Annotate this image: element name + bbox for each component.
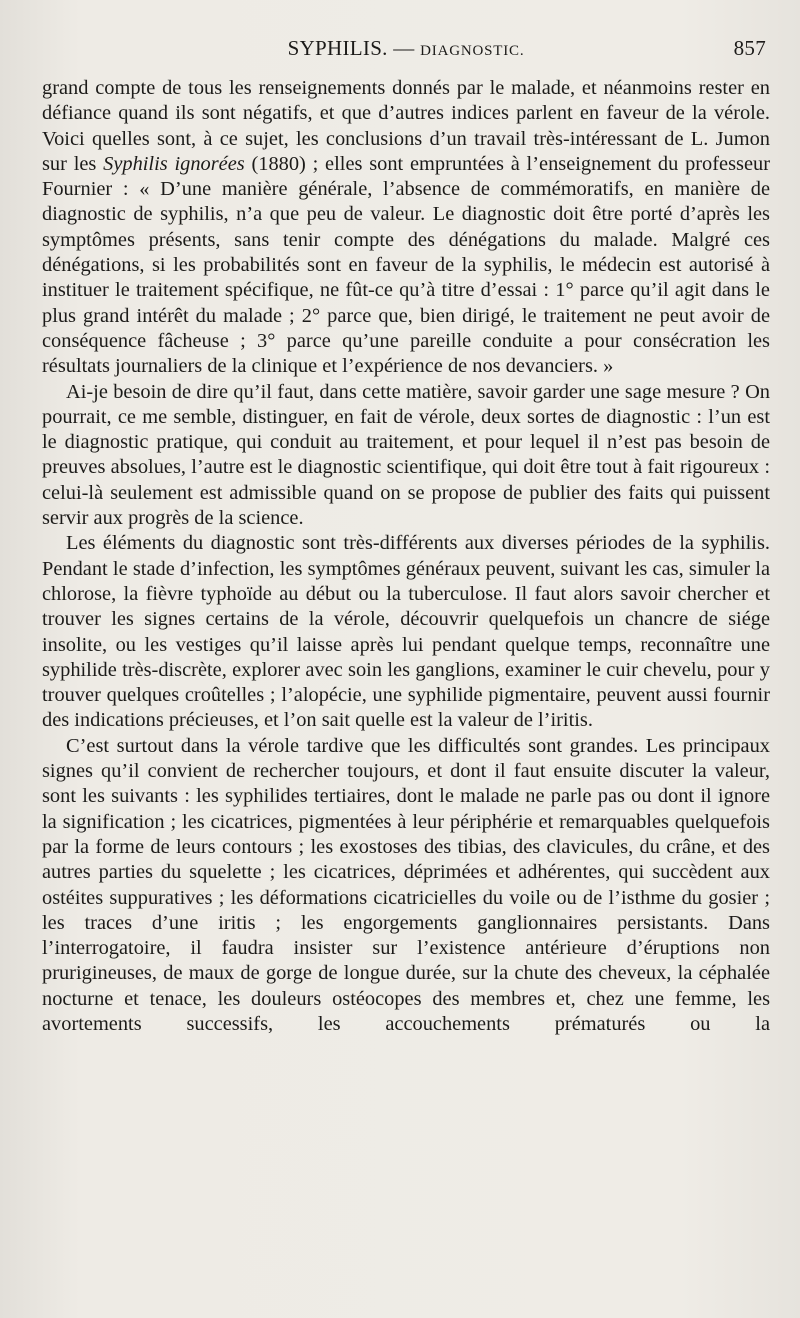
page-number: 857 (733, 36, 766, 60)
paragraph-3: Les éléments du diagnostic sont très-différents aux diverses périodes de la syphilis. Pendant le stade d’infection, les symptômes généraux peuvent, suivant les cas, simuler la chlorose, la fièvre typhoïde au début ou la tuberculose. Il faut alors savoir chercher et trouver les signes certains de la vérole, découvrir quelquefois un chancre de siége insolite, ou les vestiges qu’il laisse après lui pendant quelque temps, reconnaître une syphilide très-discrète, explorer avec soin les ganglions, examiner le cuir chevelu, pour y trouver quelques croûtelles ; l’alopécie, une syphilide pigmentaire, peuvent aussi fournir des indications précieuses, et l’on sait quelle est la valeur de l’iritis. (42, 532, 770, 732)
paragraph-4: C’est surtout dans la vérole tardive que les difficultés sont grandes. Les principaux signes qu’il convient de rechercher toujours, et dont il faut ensuite discuter la valeur, sont les suivants : les syphilides tertiaires, dont le malade ne parle pas ou dont il ignore la signification ; les cicatrices, pigmentées à leur périphérie et remarquables quelquefois par la forme de leurs contours ; les exostoses des tibias, des clavicules, du crâne, et des autres parties du squelette ; les cicatrices, déprimées et adhérentes, qui succèdent aux ostéites suppuratives ; les déformations cicatricielles du voile ou de l’isthme du gosier ; les traces d’une iritis ; les engorgements ganglionnaires persistants. Dans l’interrogatoire, il faudra insister sur l’existence antérieure d’éruptions non prurigineuses, de maux de gorge de longue durée, sur la chute des cheveux, la céphalée nocturne et tenace, les douleurs ostéocopes des membres et, chez une femme, les avortements successifs, les accouchements prématurés ou la (42, 734, 770, 1035)
running-title (42, 36, 770, 61)
paragraph-2: Ai-je besoin de dire qu’il faut, dans cette matière, savoir garder une sage mesure ? On pourrait, ce me semble, distinguer, en fait de vérole, deux sortes de diagnostic : l’un est le diagnostic pratique, qui conduit au traitement, et pour lequel il n’est pas besoin de preuves absolues, l’autre est le diagnostic scientifique, qui doit être tout à fait rigoureux : celui-là seulement est admissible quand on se propose de publier des faits qui puissent servir aux progrès de la science. (42, 380, 770, 530)
running-head (42, 36, 770, 72)
paragraph-1-italic-title: Syphilis ignorées (103, 152, 245, 175)
paragraph-1-text-a: grand compte de tous les renseignements donnés par le malade, et néanmoins rester en défiance quand ils sont négatifs, et que d’autres indices parlent en faveur de la vérole. Voici quelles sont, à ce sujet, les conclusions d’un travail très-intéressant de L. Jumon sur les (42, 77, 770, 175)
paragraph-1 (42, 76, 770, 380)
body-text (42, 76, 770, 1037)
running-title-section: DIAGNOSTIC. (420, 43, 525, 59)
paragraph-1-text-b: (1880) ; elles sont empruntées à l’enseignement du professeur Fournier : « D’une manière générale, l’absence de commémoratifs, en manière de diagnostic de syphilis, n’a que peu de valeur. Le diagnostic doit être porté d’après les symptômes présents, sans tenir compte des dénégations du malade. Malgré ces dénégations, si les probabilités sont en faveur de la syphilis, le médecin est autorisé à instituer le traitement spécifique, ne fût-ce qu’à titre d’essai : 1° parce qu’il agit dans le plus grand intérêt du malade ; 2° parce que, bien dirigé, le traitement ne peut avoir de conséquence fâcheuse ; 3° parce qu’une pareille conduite a pour consécration les résultats journaliers de la clinique et l’expérience de nos devanciers. » (42, 152, 770, 378)
running-title-dash: — (393, 36, 415, 60)
running-title-main: SYPHILIS. (287, 36, 388, 60)
